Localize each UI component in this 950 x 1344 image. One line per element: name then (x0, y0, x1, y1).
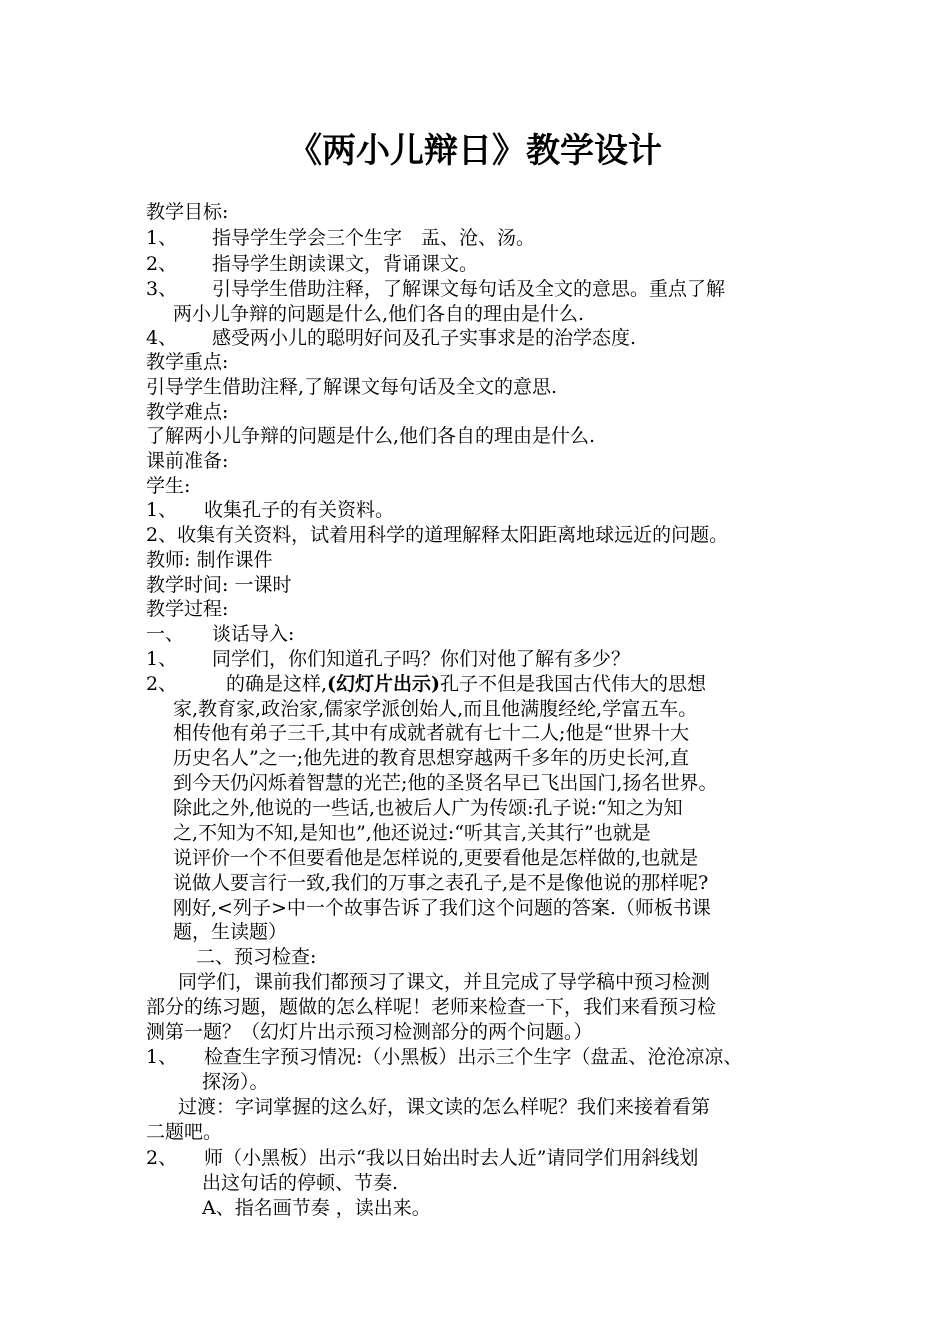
item-text: 指导学生朗读课文，背诵课文。 (212, 253, 479, 275)
paragraph-line: 部分的练习题，题做的怎么样呢！老师来检查一下，我们来看预习检 (146, 996, 717, 1018)
paragraph-line: 说评价一个不但要看他是怎样说的,更要看他是怎样做的,也就是 (173, 847, 699, 869)
section-heading: 二、预习检查: (196, 946, 317, 968)
item-number: 一、 (146, 623, 185, 645)
item-text: 同学们，你们知道孔子吗？你们对他了解有多少？ (212, 648, 631, 670)
objective-item (146, 252, 826, 276)
item-text: 收集孔子的有关资料。 (204, 499, 395, 521)
paragraph-line: 历史名人”之一;他先进的教育思想穿越两千多年的历史长河,直 (173, 747, 690, 769)
item-number: 2、 (146, 253, 178, 275)
section-heading: 教学重点: (146, 351, 229, 373)
item-number: 2、 (146, 1147, 178, 1169)
item-number: 3、 (146, 278, 178, 300)
item-number: 1、 (146, 499, 178, 521)
item-number: 1、 (146, 227, 178, 249)
item-text: 感受两小儿的聪明好问及孔子实事求是的治学态度. (212, 327, 637, 349)
item-number: 4、 (146, 327, 178, 349)
section-heading: 课前准备: (146, 450, 229, 472)
section-heading: 教学过程: (146, 598, 229, 620)
paragraph-line: 之,不知为不知,是知也”,他还说过:“听其言,关其行”也就是 (173, 822, 651, 844)
item-text: 指导学生学会三个生字 盂、沧、汤。 (212, 227, 536, 249)
item-continuation: 探汤）。 (202, 1071, 269, 1093)
paragraph-line: 同学们，课前我们都预习了课文，并且完成了导学稿中预习检测 (178, 971, 711, 993)
document-title: 《两小儿辩日》教学设计 (288, 131, 662, 171)
item-number: 2、 (146, 673, 178, 695)
paragraph-line: 2、收集有关资料，试着用科学的道理解释太阳距离地球远近的问题。 (146, 524, 729, 546)
paragraph-line: 教学时间: 一课时 (146, 574, 292, 596)
section-heading: 教学难点: (146, 401, 229, 423)
step-heading (146, 622, 826, 646)
paragraph-line: 二题吧。 (146, 1121, 223, 1143)
check-item (146, 1045, 826, 1069)
paragraph-line: 测第一题？（幻灯片出示预习检测部分的两个问题。） (146, 1021, 593, 1043)
paragraph-line: 引导学生借助注释,了解课文每句话及全文的意思. (146, 376, 558, 398)
section-heading: 教学目标: (146, 201, 229, 223)
step-item (146, 647, 826, 671)
paragraph-line: 教师: 制作课件 (146, 549, 273, 571)
paragraph-line: 除此之外,他说的一些话,也被后人广为传颂:孔子说:“知之为知 (173, 797, 683, 819)
item-number: 1、 (146, 1046, 178, 1068)
item-continuation: 两小儿争辩的问题是什么,他们各自的理由是什么. (173, 303, 585, 325)
item-text: 师（小黑板）出示“我以日始出时去人近”请同学们用斜线划 (204, 1147, 699, 1169)
item-text: 检查生字预习情况:（小黑板）出示三个生字（盘盂、沧沧凉凉、 (204, 1046, 743, 1068)
item-text-prefix: 的确是这样, (226, 673, 328, 695)
item-continuation: 出这句话的停顿、节奏. (202, 1172, 399, 1194)
slide-callout: (幻灯片出示) (327, 673, 441, 695)
list-item (146, 498, 826, 522)
paragraph-line: 到今天仍闪烁着智慧的光芒;他的圣贤名早已飞出国门,扬名世界。 (173, 772, 718, 794)
objective-item (146, 226, 826, 250)
paragraph-line: 刚好,<列子>中一个故事告诉了我们这个问题的答案.（师板书课 (173, 897, 711, 919)
paragraph-line: 家,教育家,政治家,儒家学派创始人,而且他满腹经纶,学富五车。 (173, 698, 698, 720)
sub-item: A、指名画节奏 ，读出来。 (202, 1197, 431, 1219)
paragraph-line: 题，生读题） (173, 921, 288, 943)
paragraph-line: 了解两小儿争辩的问题是什么,他们各自的理由是什么. (146, 425, 596, 447)
check-item (146, 1146, 826, 1170)
paragraph-line: 相传他有弟子三千,其中有成就者就有七十二人;他是“世界十大 (173, 722, 690, 744)
item-number: 1、 (146, 648, 178, 670)
item-text: 孔子不但是我国古代伟大的思想 (440, 673, 707, 695)
item-text: 谈话导入: (212, 623, 295, 645)
objective-item (146, 277, 826, 301)
item-text: 引导学生借助注释，了解课文每句话及全文的意思。重点了解 (212, 278, 726, 300)
paragraph-line: 过渡：字词掌握的这么好，课文读的怎么样呢？我们来接着看第 (178, 1096, 711, 1118)
objective-item (146, 326, 826, 350)
step-item (146, 672, 826, 696)
section-heading: 学生: (146, 475, 191, 497)
paragraph-line: 说做人要言行一致,我们的万事之表孔子,是不是像他说的那样呢? (173, 872, 709, 894)
